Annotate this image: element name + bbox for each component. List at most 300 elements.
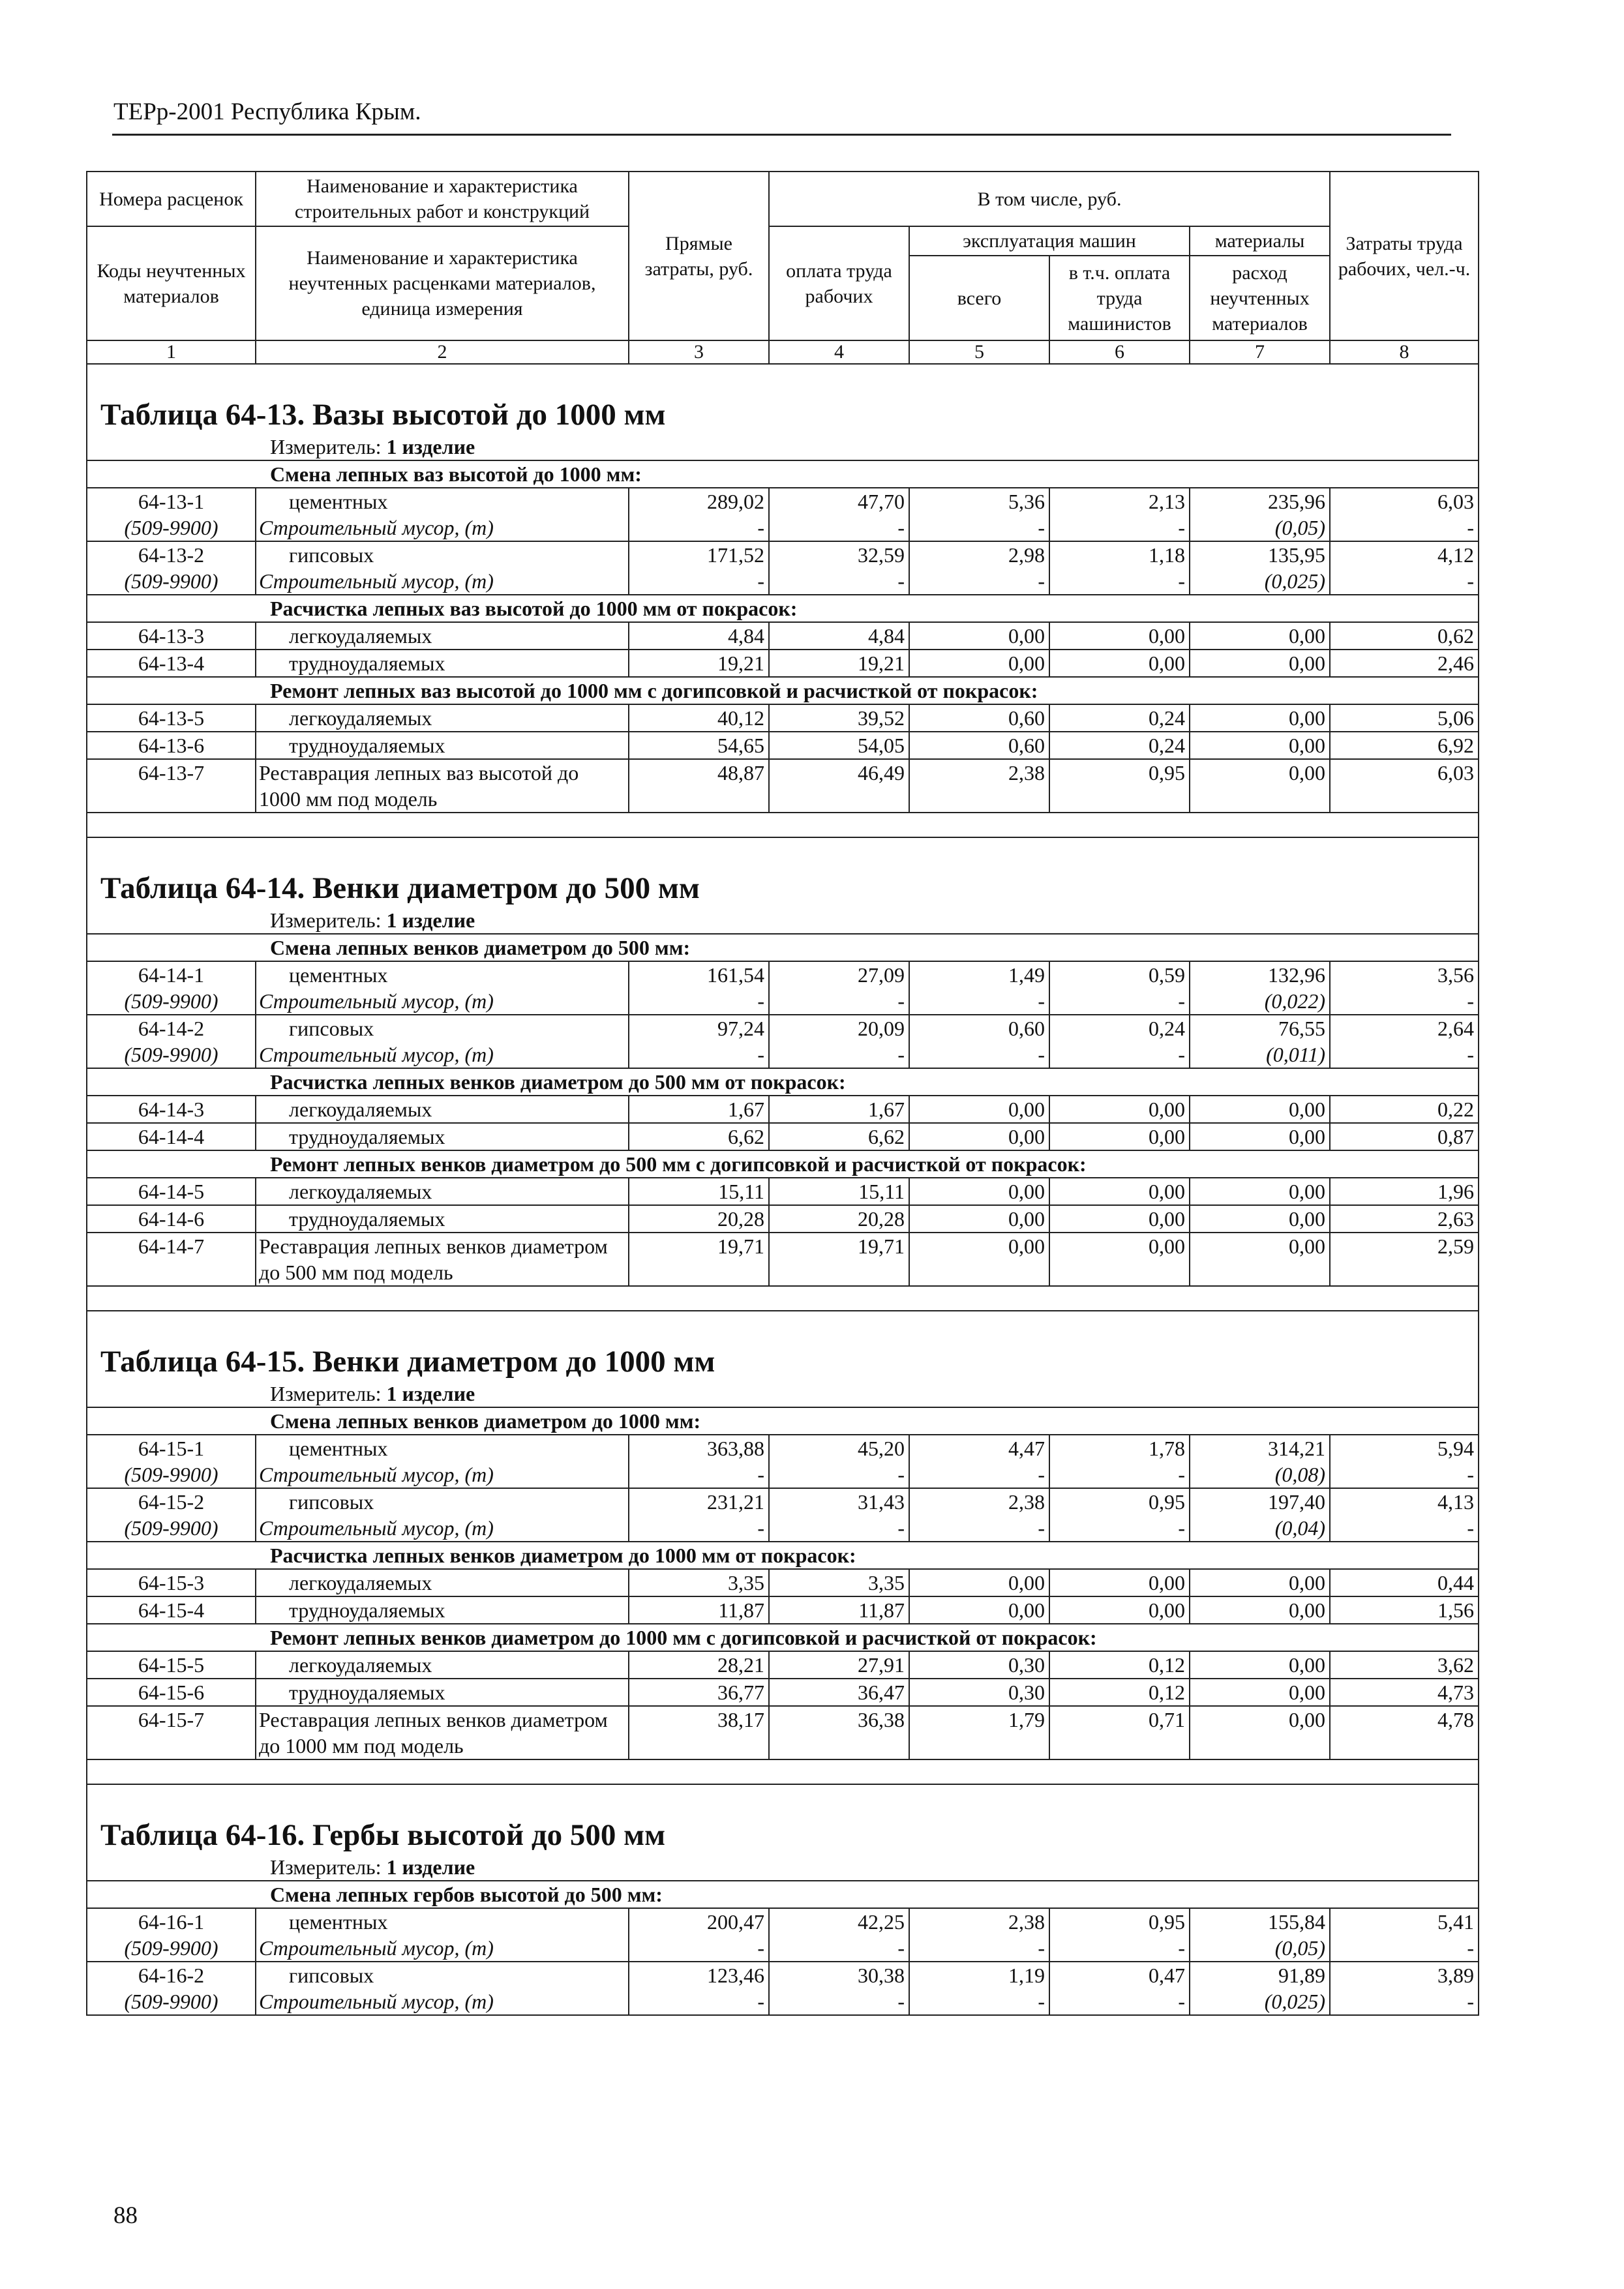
material-value-cell: - — [909, 988, 1049, 1015]
material-value-cell: - — [1049, 1041, 1190, 1068]
value-cell: 5,41 — [1330, 1908, 1479, 1935]
meter-label: Измеритель: — [270, 1855, 382, 1879]
table-row — [87, 1015, 1479, 1041]
rate-code: 64-13-3 — [87, 622, 256, 650]
incl-header: В том числе, руб. — [769, 172, 1330, 226]
table-row — [87, 622, 1479, 650]
meter-value: 1 изделие — [386, 435, 475, 458]
value-cell: 1,49 — [909, 961, 1049, 988]
material-value-cell: - — [909, 1935, 1049, 1962]
work-name: гипсовых — [256, 1488, 629, 1515]
table-row — [87, 732, 1479, 759]
work-name: цементных — [256, 488, 629, 515]
value-cell: 0,00 — [909, 1233, 1049, 1286]
col-number: 5 — [909, 340, 1049, 364]
value-cell: 6,62 — [629, 1123, 769, 1150]
group-heading-row — [87, 934, 1479, 961]
value-cell: 135,95 — [1190, 541, 1330, 568]
table-row — [87, 1205, 1479, 1233]
value-cell: 1,79 — [909, 1706, 1049, 1759]
rate-code: 64-13-2 — [87, 541, 256, 568]
value-cell: 0,00 — [1190, 1596, 1330, 1624]
value-cell: 3,35 — [769, 1569, 909, 1596]
value-cell: 32,59 — [769, 541, 909, 568]
table-row — [87, 1096, 1479, 1123]
rate-code: 64-15-6 — [87, 1679, 256, 1706]
rate-code: 64-15-1 — [87, 1435, 256, 1461]
value-cell: 0,00 — [1190, 1233, 1330, 1286]
value-cell: 0,95 — [1049, 1908, 1190, 1935]
value-cell: 4,84 — [769, 622, 909, 650]
value-cell: 0,00 — [1049, 1205, 1190, 1233]
value-cell: 314,21 — [1190, 1435, 1330, 1461]
meter-value: 1 изделие — [386, 1382, 475, 1405]
value-cell: 4,47 — [909, 1435, 1049, 1461]
material-value-cell: - — [629, 568, 769, 595]
value-cell: 0,24 — [1049, 1015, 1190, 1041]
value-cell: 0,00 — [909, 622, 1049, 650]
value-cell: 76,55 — [1190, 1015, 1330, 1041]
col8-header: Затраты труда рабочих, чел.-ч. — [1330, 172, 1479, 340]
material-value-cell: - — [769, 568, 909, 595]
value-cell: 3,89 — [1330, 1962, 1479, 1988]
material-value-cell: (0,025) — [1190, 568, 1330, 595]
meter-label: Измеритель: — [270, 435, 382, 458]
value-cell: 0,00 — [1190, 1178, 1330, 1205]
value-cell: 2,59 — [1330, 1233, 1479, 1286]
group-heading: Смена лепных венков диаметром до 500 мм: — [87, 934, 1479, 961]
meter-label: Измеритель: — [270, 1382, 382, 1405]
value-cell: 19,21 — [629, 650, 769, 677]
value-cell: 2,64 — [1330, 1015, 1479, 1041]
value-cell: 0,87 — [1330, 1123, 1479, 1150]
col-number: 2 — [256, 340, 629, 364]
material-value-cell: - — [1049, 988, 1190, 1015]
value-cell: 0,00 — [1190, 1569, 1330, 1596]
value-cell: 2,63 — [1330, 1205, 1479, 1233]
value-cell: 0,00 — [1190, 1205, 1330, 1233]
col-number: 3 — [629, 340, 769, 364]
material-value-cell: - — [909, 1515, 1049, 1542]
material-code: (509-9900) — [87, 1461, 256, 1488]
table-title: Таблица 64-13. Вазы высотой до 1000 мм — [87, 364, 1479, 434]
group-heading: Ремонт лепных венков диаметром до 500 мм с догипсовкой и расчисткой от покрасок: — [87, 1150, 1479, 1178]
rate-code: 64-14-4 — [87, 1123, 256, 1150]
table-row — [87, 961, 1479, 988]
table-row — [87, 1706, 1479, 1759]
material-row — [87, 1461, 1479, 1488]
block-spacer-row — [87, 1286, 1479, 1311]
value-cell: 0,00 — [1049, 622, 1190, 650]
work-name: трудноудаляемых — [256, 1205, 629, 1233]
value-cell: 15,11 — [769, 1178, 909, 1205]
value-cell: 155,84 — [1190, 1908, 1330, 1935]
material-value-cell: - — [769, 1515, 909, 1542]
value-cell: 363,88 — [629, 1435, 769, 1461]
col2-header-bottom: Наименование и характеристика неучтенных расценками материалов, единица измерения — [256, 226, 629, 340]
material-value-cell: - — [1049, 1461, 1190, 1488]
material-code: (509-9900) — [87, 1935, 256, 1962]
material-value-cell: - — [909, 515, 1049, 541]
material-value-cell: - — [1330, 515, 1479, 541]
value-cell: 27,91 — [769, 1651, 909, 1679]
material-row — [87, 1935, 1479, 1962]
work-name: легкоудаляемых — [256, 1569, 629, 1596]
group-heading: Смена лепных венков диаметром до 1000 мм: — [87, 1407, 1479, 1435]
material-value-cell: (0,05) — [1190, 515, 1330, 541]
rate-code: 64-16-2 — [87, 1962, 256, 1988]
rate-code: 64-15-7 — [87, 1706, 256, 1759]
value-cell: 48,87 — [629, 759, 769, 813]
meter-label: Измеритель: — [270, 908, 382, 932]
material-value-cell: (0,025) — [1190, 1988, 1330, 2015]
value-cell: 0,00 — [1190, 622, 1330, 650]
work-name: Реставрация лепных венков диаметром до 1000 мм под модель — [256, 1706, 629, 1759]
work-name: цементных — [256, 1435, 629, 1461]
material-value-cell: - — [1330, 1041, 1479, 1068]
value-cell: 0,95 — [1049, 759, 1190, 813]
material-value-cell: - — [629, 1935, 769, 1962]
table-row — [87, 1962, 1479, 1988]
material-row — [87, 515, 1479, 541]
table-row — [87, 1488, 1479, 1515]
meter — [87, 907, 1479, 934]
rate-code: 64-15-3 — [87, 1569, 256, 1596]
work-name: трудноудаляемых — [256, 732, 629, 759]
value-cell: 0,44 — [1330, 1569, 1479, 1596]
value-cell: 20,28 — [769, 1205, 909, 1233]
material-row — [87, 1041, 1479, 1068]
page-header: ТЕРр-2001 Республика Крым. — [113, 98, 421, 125]
group-heading-row — [87, 1542, 1479, 1569]
value-cell: 3,56 — [1330, 961, 1479, 988]
group-heading: Расчистка лепных венков диаметром до 500 мм от покрасок: — [87, 1068, 1479, 1096]
table-row — [87, 1123, 1479, 1150]
value-cell: 36,47 — [769, 1679, 909, 1706]
value-cell: 0,00 — [1190, 704, 1330, 732]
value-cell: 0,60 — [909, 704, 1049, 732]
value-cell: 0,00 — [1190, 759, 1330, 813]
group-heading: Смена лепных гербов высотой до 500 мм: — [87, 1881, 1479, 1908]
col-number: 1 — [87, 340, 256, 364]
value-cell: 4,13 — [1330, 1488, 1479, 1515]
rate-code: 64-16-1 — [87, 1908, 256, 1935]
material-value-cell: - — [629, 1041, 769, 1068]
col-number: 7 — [1190, 340, 1330, 364]
material-name: Строительный мусор, (т) — [256, 988, 629, 1015]
material-name: Строительный мусор, (т) — [256, 1515, 629, 1542]
value-cell: 0,00 — [909, 1123, 1049, 1150]
block-spacer — [87, 1286, 1479, 1311]
material-value-cell: - — [629, 1515, 769, 1542]
work-name: Реставрация лепных ваз высотой до 1000 мм под модель — [256, 759, 629, 813]
table-row — [87, 541, 1479, 568]
material-row — [87, 568, 1479, 595]
value-cell: 171,52 — [629, 541, 769, 568]
value-cell: 231,21 — [629, 1488, 769, 1515]
material-value-cell: - — [769, 1988, 909, 2015]
material-value-cell: - — [909, 568, 1049, 595]
value-cell: 19,21 — [769, 650, 909, 677]
work-name: гипсовых — [256, 541, 629, 568]
material-value-cell: - — [1049, 515, 1190, 541]
material-value-cell: - — [769, 1041, 909, 1068]
work-name: гипсовых — [256, 1962, 629, 1988]
material-row — [87, 988, 1479, 1015]
value-cell: 200,47 — [629, 1908, 769, 1935]
rate-code: 64-14-2 — [87, 1015, 256, 1041]
value-cell: 0,00 — [909, 1569, 1049, 1596]
value-cell: 47,70 — [769, 488, 909, 515]
value-cell: 40,12 — [629, 704, 769, 732]
material-code: (509-9900) — [87, 1041, 256, 1068]
rate-code: 64-15-2 — [87, 1488, 256, 1515]
work-name: Реставрация лепных венков диаметром до 500 мм под модель — [256, 1233, 629, 1286]
material-value-cell: - — [1330, 1988, 1479, 2015]
value-cell: 0,22 — [1330, 1096, 1479, 1123]
group-heading-row — [87, 1407, 1479, 1435]
value-cell: 123,46 — [629, 1962, 769, 1988]
material-row — [87, 1988, 1479, 2015]
table-row — [87, 650, 1479, 677]
value-cell: 0,00 — [1190, 1123, 1330, 1150]
material-value-cell: - — [769, 515, 909, 541]
rate-code: 64-13-7 — [87, 759, 256, 813]
value-cell: 2,38 — [909, 1488, 1049, 1515]
material-value-cell: - — [1049, 1515, 1190, 1542]
work-name: цементных — [256, 961, 629, 988]
table-title-row — [87, 1784, 1479, 1854]
col-number: 4 — [769, 340, 909, 364]
table-row — [87, 1569, 1479, 1596]
material-row — [87, 1515, 1479, 1542]
material-value-cell: - — [1049, 568, 1190, 595]
rate-code: 64-13-1 — [87, 488, 256, 515]
value-cell: 2,38 — [909, 1908, 1049, 1935]
value-cell: 0,00 — [1049, 1233, 1190, 1286]
table-title-row — [87, 837, 1479, 907]
material-code: (509-9900) — [87, 515, 256, 541]
value-cell: 0,00 — [1049, 650, 1190, 677]
meter — [87, 434, 1479, 460]
work-name: гипсовых — [256, 1015, 629, 1041]
material-value-cell: - — [769, 988, 909, 1015]
material-value-cell: - — [1330, 1461, 1479, 1488]
value-cell: 1,56 — [1330, 1596, 1479, 1624]
group-heading-row — [87, 595, 1479, 622]
price-table — [86, 171, 1479, 2016]
value-cell: 15,11 — [629, 1178, 769, 1205]
material-name: Строительный мусор, (т) — [256, 568, 629, 595]
table-row — [87, 1233, 1479, 1286]
work-name: трудноудаляемых — [256, 1123, 629, 1150]
table-title-row — [87, 1311, 1479, 1381]
group-heading: Расчистка лепных венков диаметром до 1000 мм от покрасок: — [87, 1542, 1479, 1569]
value-cell: 289,02 — [629, 488, 769, 515]
col-number: 8 — [1330, 340, 1479, 364]
value-cell: 0,24 — [1049, 704, 1190, 732]
table-row — [87, 1679, 1479, 1706]
block-spacer — [87, 1759, 1479, 1784]
value-cell: 5,06 — [1330, 704, 1479, 732]
value-cell: 28,21 — [629, 1651, 769, 1679]
material-value-cell: - — [629, 1461, 769, 1488]
material-value-cell: - — [1330, 1515, 1479, 1542]
group-heading-row — [87, 1624, 1479, 1651]
value-cell: 46,49 — [769, 759, 909, 813]
rate-code: 64-13-5 — [87, 704, 256, 732]
value-cell: 0,95 — [1049, 1488, 1190, 1515]
group-heading: Ремонт лепных ваз высотой до 1000 мм с догипсовкой и расчисткой от покрасок: — [87, 677, 1479, 704]
value-cell: 31,43 — [769, 1488, 909, 1515]
value-cell: 0,59 — [1049, 961, 1190, 988]
value-cell: 0,00 — [909, 1205, 1049, 1233]
value-cell: 161,54 — [629, 961, 769, 988]
material-value-cell: - — [629, 1988, 769, 2015]
material-value-cell: (0,08) — [1190, 1461, 1330, 1488]
value-cell: 0,71 — [1049, 1706, 1190, 1759]
value-cell: 54,65 — [629, 732, 769, 759]
value-cell: 11,87 — [769, 1596, 909, 1624]
value-cell: 20,09 — [769, 1015, 909, 1041]
value-cell: 0,12 — [1049, 1679, 1190, 1706]
group-heading-row — [87, 1068, 1479, 1096]
value-cell: 2,98 — [909, 541, 1049, 568]
value-cell: 0,00 — [1190, 1096, 1330, 1123]
material-value-cell: - — [1330, 568, 1479, 595]
value-cell: 19,71 — [629, 1233, 769, 1286]
value-cell: 45,20 — [769, 1435, 909, 1461]
value-cell: 0,00 — [1190, 1651, 1330, 1679]
rate-code: 64-14-1 — [87, 961, 256, 988]
work-name: цементных — [256, 1908, 629, 1935]
meter — [87, 1381, 1479, 1407]
value-cell: 5,94 — [1330, 1435, 1479, 1461]
rate-code: 64-14-5 — [87, 1178, 256, 1205]
page-number: 88 — [113, 2202, 138, 2229]
work-name: легкоудаляемых — [256, 1178, 629, 1205]
materials-header: материалы — [1190, 226, 1330, 256]
work-name: трудноудаляемых — [256, 650, 629, 677]
block-spacer — [87, 813, 1479, 837]
col-number: 6 — [1049, 340, 1190, 364]
value-cell: 3,35 — [629, 1569, 769, 1596]
material-value-cell: (0,04) — [1190, 1515, 1330, 1542]
work-name: трудноудаляемых — [256, 1596, 629, 1624]
value-cell: 0,12 — [1049, 1651, 1190, 1679]
value-cell: 0,00 — [1049, 1178, 1190, 1205]
table-row — [87, 704, 1479, 732]
material-code: (509-9900) — [87, 988, 256, 1015]
material-name: Строительный мусор, (т) — [256, 1988, 629, 2015]
material-value-cell: - — [909, 1988, 1049, 2015]
table-body — [87, 364, 1479, 2015]
material-value-cell: (0,05) — [1190, 1935, 1330, 1962]
value-cell: 30,38 — [769, 1962, 909, 1988]
value-cell: 235,96 — [1190, 488, 1330, 515]
group-heading-row — [87, 677, 1479, 704]
table-row — [87, 1596, 1479, 1624]
material-value-cell: - — [629, 515, 769, 541]
value-cell: 0,62 — [1330, 622, 1479, 650]
material-value-cell: - — [909, 1041, 1049, 1068]
rate-code: 64-15-4 — [87, 1596, 256, 1624]
col5-header: всего — [909, 256, 1049, 340]
table-row — [87, 488, 1479, 515]
value-cell: 0,00 — [1190, 1706, 1330, 1759]
table-head — [87, 172, 1479, 364]
meter-value: 1 изделие — [386, 908, 475, 932]
value-cell: 0,30 — [909, 1679, 1049, 1706]
material-value-cell: - — [1049, 1988, 1190, 2015]
value-cell: 1,19 — [909, 1962, 1049, 1988]
value-cell: 0,00 — [1190, 732, 1330, 759]
group-heading: Расчистка лепных ваз высотой до 1000 мм от покрасок: — [87, 595, 1479, 622]
material-value-cell: - — [1049, 1935, 1190, 1962]
col4-header: оплата труда рабочих — [769, 226, 909, 340]
material-code: (509-9900) — [87, 568, 256, 595]
value-cell: 0,00 — [909, 650, 1049, 677]
value-cell: 19,71 — [769, 1233, 909, 1286]
value-cell: 197,40 — [1190, 1488, 1330, 1515]
value-cell: 42,25 — [769, 1908, 909, 1935]
material-name: Строительный мусор, (т) — [256, 1461, 629, 1488]
rate-code: 64-13-4 — [87, 650, 256, 677]
material-value-cell: - — [1330, 988, 1479, 1015]
table-row — [87, 1435, 1479, 1461]
meter-row — [87, 907, 1479, 934]
header-rule — [112, 134, 1451, 136]
material-value-cell: - — [769, 1461, 909, 1488]
value-cell: 1,67 — [769, 1096, 909, 1123]
material-name: Строительный мусор, (т) — [256, 1935, 629, 1962]
material-code: (509-9900) — [87, 1988, 256, 2015]
table-row — [87, 1908, 1479, 1935]
value-cell: 6,92 — [1330, 732, 1479, 759]
material-code: (509-9900) — [87, 1515, 256, 1542]
block-spacer-row — [87, 1759, 1479, 1784]
value-cell: 0,00 — [1049, 1123, 1190, 1150]
value-cell: 1,18 — [1049, 541, 1190, 568]
value-cell: 0,00 — [909, 1096, 1049, 1123]
value-cell: 1,67 — [629, 1096, 769, 1123]
rate-code: 64-14-7 — [87, 1233, 256, 1286]
material-name: Строительный мусор, (т) — [256, 1041, 629, 1068]
value-cell: 3,62 — [1330, 1651, 1479, 1679]
block-spacer-row — [87, 813, 1479, 837]
rate-code: 64-14-3 — [87, 1096, 256, 1123]
value-cell: 4,73 — [1330, 1679, 1479, 1706]
rate-code: 64-13-6 — [87, 732, 256, 759]
value-cell: 27,09 — [769, 961, 909, 988]
value-cell: 0,00 — [1049, 1569, 1190, 1596]
value-cell: 97,24 — [629, 1015, 769, 1041]
value-cell: 0,00 — [1049, 1096, 1190, 1123]
value-cell: 54,05 — [769, 732, 909, 759]
material-value-cell: - — [1330, 1935, 1479, 1962]
table-title: Таблица 64-16. Гербы высотой до 500 мм — [87, 1784, 1479, 1854]
value-cell: 0,30 — [909, 1651, 1049, 1679]
value-cell: 0,47 — [1049, 1962, 1190, 1988]
value-cell: 6,03 — [1330, 488, 1479, 515]
work-name: легкоудаляемых — [256, 1651, 629, 1679]
rate-code: 64-14-6 — [87, 1205, 256, 1233]
rate-code: 64-15-5 — [87, 1651, 256, 1679]
material-value-cell: (0,011) — [1190, 1041, 1330, 1068]
material-value-cell: - — [909, 1461, 1049, 1488]
machines-header: эксплуатация машин — [909, 226, 1190, 256]
value-cell: 5,36 — [909, 488, 1049, 515]
